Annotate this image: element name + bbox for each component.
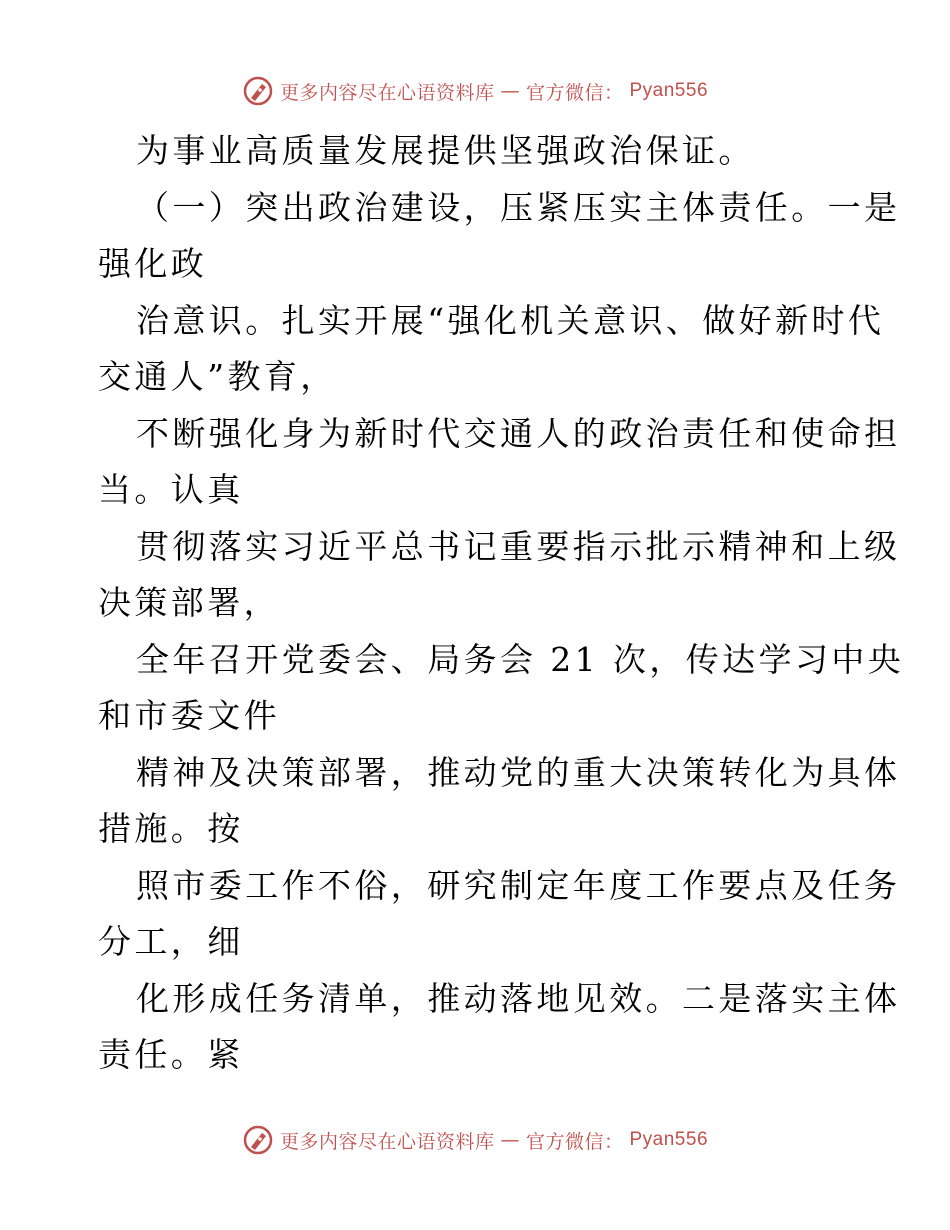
body-line: 全年召开党委会、局务会 21 次，传达学习中央 [136,639,905,679]
watermark-contact-value: Pyan556 [629,80,709,101]
body-line: 为事业高质量发展提供坚强政治保证。 [136,131,755,170]
body-line: 责任。紧 [98,1035,244,1074]
body-line: （一）突出政治建设，压紧压实主体责任。一是 [136,187,901,227]
body-line: 决策部署， [98,583,280,622]
watermark-contact-label: 官方微信： [525,1130,624,1153]
body-line: 当。认真 [98,470,244,509]
document-body [98,123,905,1084]
body-line: 和市委文件 [98,696,280,735]
footer-watermark [0,1120,950,1160]
body-line: 措施。按 [98,809,244,848]
watermark-contact-value: Pyan556 [629,1129,709,1150]
body-line: 精神及决策部署，推动党的重大决策转化为具体 [136,752,901,792]
watermark-contact-label: 官方微信： [525,81,624,104]
watermark-separator: — [500,80,520,102]
watermark-brand: 更多内容尽在心语资料库 [279,1130,495,1153]
pen-nib-logo-icon [242,1124,274,1156]
body-line: 照市委工作不俗，研究制定年度工作要点及任务 [136,865,901,905]
header-watermark [0,71,950,111]
body-line: 不断强化身为新时代交通人的政治责任和使命担 [136,413,901,453]
watermark-brand: 更多内容尽在心语资料库 [279,81,495,104]
watermark-separator: — [500,1129,520,1151]
pen-nib-logo-icon [242,75,274,107]
body-line: 强化政 [98,244,208,283]
body-line: 贯彻落实习近平总书记重要指示批示精神和上级 [136,526,901,566]
body-line: 分工，细 [98,922,244,961]
body-line: 化形成任务清单，推动落地见效。二是落实主体 [136,978,901,1018]
body-line: 交通人”教育， [98,357,337,396]
body-line: 治意识。扎实开展“强化机关意识、做好新时代 [136,300,885,340]
